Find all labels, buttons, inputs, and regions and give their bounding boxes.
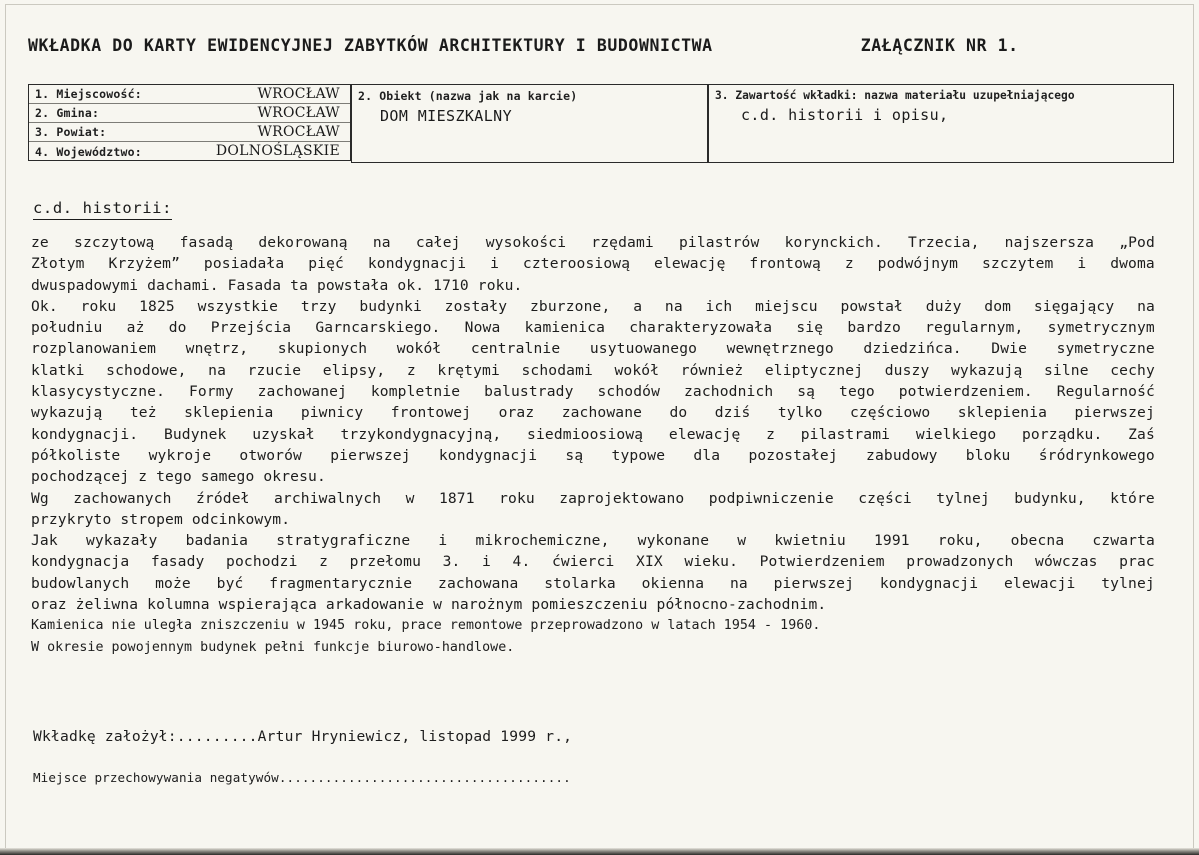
body-word: Regularność — [1056, 383, 1155, 401]
body-word: cechy — [1110, 361, 1155, 379]
body-word: wówczas — [1035, 553, 1098, 571]
body-word: elewację — [668, 425, 741, 443]
body-word: krętymi — [437, 361, 500, 379]
body-word: dwoma — [1110, 255, 1155, 273]
body-word: zachowanych — [73, 489, 172, 507]
body-word: potwierdzeniem. — [898, 383, 1033, 401]
body-word: pięć — [308, 255, 344, 273]
body-word: tylnej — [936, 489, 990, 507]
body-line — [31, 488, 1155, 509]
field-label-gmina: 2. Gmina: — [35, 106, 100, 120]
body-word: zburzone, — [529, 297, 611, 315]
body-word: 3. — [442, 553, 461, 571]
body-word: wykroje — [148, 446, 212, 464]
body-word: kondygnacji — [438, 446, 538, 464]
body-line: oraz żeliwna kolumna wspierająca arkadowanie w narożnym pomieszczeniu północno-zachodnim. — [31, 596, 827, 614]
body-word: kompletnie — [370, 383, 461, 401]
body-word: elewacji — [1003, 574, 1076, 592]
body-word: centralnie — [470, 340, 561, 358]
body-word: budowlanych — [31, 574, 130, 592]
body-word: tego — [839, 383, 875, 401]
body-word: podpiwniczenie — [708, 489, 834, 507]
body-word: roku — [80, 297, 117, 315]
body-line: W okresie powojennym budynek pełni funkcje biurowo-handlowe. — [31, 639, 515, 655]
body-word: być — [216, 574, 244, 592]
table-row — [29, 142, 350, 161]
body-word: pierwszej — [330, 446, 411, 464]
body-word: regularnym, — [925, 319, 1024, 337]
body-word: Nowa — [464, 319, 501, 337]
body-word: klasycystyczne. — [31, 383, 166, 401]
body-word: oraz — [498, 404, 535, 422]
body-line — [31, 551, 1155, 572]
body-word: pozostałej — [748, 446, 838, 464]
body-word: przełomu — [349, 553, 422, 571]
body-word: ich — [705, 297, 733, 315]
body-word: i — [438, 532, 448, 550]
body-word: Jak — [31, 532, 58, 550]
body-line: dwuspadowymi dachami. Fasada ta powstała ok. 1710 roku. — [31, 276, 523, 294]
body-word: półkoliste — [31, 446, 121, 464]
body-word: elipsy, — [322, 361, 386, 379]
body-line — [31, 296, 1155, 317]
body-word: wieku. — [684, 553, 739, 571]
body-word: roku, — [937, 532, 983, 550]
body-line — [31, 402, 1155, 423]
body-word: zachodnich — [683, 383, 774, 401]
body-word: szczytem — [981, 255, 1054, 273]
body-word: zachowanej — [257, 383, 347, 401]
body-word: duży — [925, 297, 962, 315]
body-word: najszersza — [1004, 234, 1095, 251]
body-word: czwarta — [1092, 532, 1155, 550]
body-word: zaprojektowano — [559, 489, 685, 507]
body-word: siedmioosiową — [527, 425, 644, 443]
body-word: balustrady — [484, 383, 574, 401]
body-word: się — [796, 319, 824, 337]
body-word: posiadała — [203, 255, 285, 273]
body-word: na — [664, 297, 683, 315]
body-word: zabudowy — [866, 446, 938, 464]
body-word: 1871 — [438, 489, 475, 507]
body-word: obecna — [1010, 532, 1065, 550]
body-word: 1825 — [139, 297, 175, 315]
identification-rows — [29, 85, 350, 160]
body-text — [31, 232, 1156, 658]
body-line: Kamienica nie uległa zniszczeniu w 1945 roku, prace remontowe przeprowadzono w latach 1954 - 1960. — [31, 618, 821, 634]
body-word: schodami — [521, 361, 593, 379]
body-line — [31, 232, 1155, 253]
body-word: Dwie — [991, 340, 1028, 358]
object-cell — [351, 84, 708, 163]
body-word: Ok. — [31, 297, 58, 315]
body-word: również — [680, 361, 744, 379]
body-line: przykryto stropem odcinkowym. — [31, 510, 291, 528]
body-word: wykazują — [950, 361, 1023, 379]
body-word: i — [482, 553, 491, 571]
document-title-row — [28, 36, 1174, 55]
body-word: korynckich. — [784, 234, 883, 251]
body-line — [31, 338, 1155, 359]
body-word: rzucie — [247, 361, 302, 379]
body-word: podwójnym — [877, 255, 959, 273]
field-label-powiat: 3. Powiat: — [35, 125, 107, 139]
body-word: XIX — [636, 553, 663, 571]
body-word: w — [405, 489, 415, 507]
body-word: z — [406, 361, 416, 379]
body-word: śródrynkowego — [1038, 446, 1155, 464]
body-word: tylnej — [1101, 574, 1155, 592]
body-word: wokół — [396, 340, 442, 358]
body-word: zachowana — [438, 574, 519, 592]
body-word: czteroosiową — [522, 255, 631, 273]
body-word: otworów — [239, 446, 302, 464]
body-word: południu — [31, 319, 103, 337]
body-line — [31, 360, 1155, 381]
body-word: pilastrami — [800, 425, 891, 443]
body-word: prac — [1119, 553, 1155, 571]
body-word: z — [319, 553, 329, 571]
body-word: uzyskał — [252, 425, 315, 443]
body-word: Garncarskiego. — [315, 319, 441, 337]
body-word: Wg — [31, 489, 49, 507]
body-word: rozplanowaniem — [31, 340, 157, 358]
body-word: dla — [693, 446, 721, 464]
body-word: kondygnacji — [879, 574, 979, 592]
body-word: sklepienia — [957, 404, 1048, 422]
body-word: źródeł — [195, 489, 250, 507]
body-word: Przejścia — [210, 319, 292, 337]
body-word: skupionych — [277, 340, 368, 358]
body-word: zostały — [444, 297, 508, 315]
body-word: „Pod — [1119, 234, 1155, 251]
body-word: do — [669, 404, 688, 422]
body-word: aż — [126, 319, 145, 337]
page-bottom-edge — [0, 848, 1199, 855]
body-word: wysokości — [485, 234, 567, 251]
footer-author-line: Wkładkę założył:.........Artur Hryniewicz, listopad 1999 r., — [33, 728, 573, 745]
body-word: archiwalnych — [273, 489, 382, 507]
body-word: Budynek — [163, 425, 227, 443]
body-word: budynki — [359, 297, 422, 315]
header-table — [28, 84, 1174, 163]
body-word: ćwierci — [551, 553, 615, 571]
body-word: wnętrz, — [185, 340, 249, 358]
body-word: wykazują — [31, 404, 103, 422]
body-line — [31, 253, 1155, 274]
body-word: trzy — [300, 297, 337, 315]
body-word: stolarka — [544, 574, 616, 592]
footer-negatives-line: Miejsce przechowywania negatywów...................................... — [33, 770, 571, 785]
body-word: budynku, — [1014, 489, 1086, 507]
body-word: ze — [31, 234, 49, 251]
body-word: kondygnacji. — [31, 425, 139, 443]
body-word: prowadzonych — [906, 553, 1014, 571]
content-label: 3. Zawartość wkładki: nazwa materiału uzupełniającego — [715, 89, 1075, 102]
body-word: pierwszej — [773, 574, 855, 592]
body-word: miejscu — [755, 297, 818, 315]
body-word: porządku. — [1021, 425, 1103, 443]
body-word: części — [858, 489, 912, 507]
body-word: dziś — [714, 404, 751, 422]
body-word: i — [1077, 255, 1087, 273]
field-label-miejscowosc: 1. Miejscowość: — [35, 87, 142, 101]
body-word: elewację — [654, 255, 726, 273]
content-cell — [708, 84, 1174, 163]
body-word: usytuowanego — [589, 340, 698, 358]
body-word: też — [129, 404, 157, 422]
body-word: wszystkie — [197, 297, 279, 315]
body-word: tylko — [777, 404, 823, 422]
document-title: WKŁADKA DO KARTY EWIDENCYJNEJ ZABYTKÓW ARCHITEKTURY I BUDOWNICTWA — [28, 36, 713, 55]
body-word: wokół — [614, 361, 660, 379]
body-word: wewnętrznego — [726, 340, 834, 358]
body-word: schodów — [597, 383, 661, 401]
body-word: mikrochemiczne, — [475, 532, 610, 550]
body-word: 4. — [512, 553, 531, 571]
field-value-miejscowosc: WROCŁAW — [257, 86, 340, 102]
body-word: eliptycznej — [764, 361, 864, 379]
field-value-powiat: WROCŁAW — [257, 124, 340, 140]
body-word: powstał — [840, 297, 903, 315]
body-word: piwnicy — [300, 404, 364, 422]
body-word: pierwszej — [1074, 404, 1155, 422]
body-word: fasadą — [179, 234, 234, 251]
body-word: częściowo — [849, 404, 931, 422]
body-word: symetrycznym — [1047, 319, 1155, 337]
body-word: dziedzińca. — [863, 340, 962, 358]
body-word: typowe — [611, 446, 666, 464]
body-word: wielkiego — [915, 425, 997, 443]
body-word: frontowej — [390, 404, 472, 422]
body-word: do — [168, 319, 187, 337]
object-value: DOM MIESZKALNY — [380, 107, 513, 125]
body-word: na — [372, 234, 391, 251]
body-word: Trzecia, — [908, 234, 980, 251]
table-row — [29, 85, 350, 104]
body-word: frontową — [749, 255, 821, 273]
body-word: Formy — [188, 383, 234, 401]
body-word: które — [1110, 489, 1155, 507]
body-word: bloku — [965, 446, 1011, 464]
body-word: okienna — [641, 574, 705, 592]
body-word: a — [633, 297, 643, 315]
content-value: c.d. historii i opisu, — [741, 106, 949, 124]
body-line — [31, 381, 1155, 402]
body-word: fragmentarycznie — [269, 574, 413, 592]
body-word: w — [737, 532, 747, 550]
body-word: szczytową — [74, 234, 155, 251]
body-word: Zaś — [1128, 425, 1155, 443]
field-value-gmina: WROCŁAW — [257, 105, 340, 121]
body-word: 1991 — [873, 532, 910, 550]
body-word: na — [208, 361, 227, 379]
body-word: kwietniu — [774, 532, 846, 550]
body-word: całej — [415, 234, 461, 251]
body-word: Krzyżem” — [108, 255, 181, 273]
body-word: rzędami — [591, 234, 654, 251]
body-word: z — [766, 425, 776, 443]
body-word: sięgający — [1033, 297, 1115, 315]
body-word: na — [1137, 297, 1155, 315]
annex-number: ZAŁĄCZNIK NR 1. — [860, 36, 1019, 55]
field-label-wojewodztwo: 4. Województwo: — [35, 144, 142, 159]
body-word: pilastrów — [679, 234, 760, 251]
body-line — [31, 317, 1155, 338]
body-word: sklepienia — [184, 404, 274, 422]
body-word: zachowane — [561, 404, 643, 422]
body-word: na — [729, 574, 748, 592]
body-word: bardzo — [847, 319, 901, 337]
body-word: może — [155, 574, 191, 592]
document-footer — [33, 728, 1033, 792]
footer-spacer — [33, 750, 1033, 770]
body-word: dekorowaną — [258, 234, 348, 251]
body-word: silne — [1043, 361, 1089, 379]
body-word: kamienica — [524, 319, 606, 337]
body-line: pochodzącej z tego samego okresu. — [31, 468, 326, 486]
body-word: trzykondygnacyjną, — [340, 425, 502, 443]
body-word: z — [844, 255, 854, 273]
body-word: fasady — [150, 553, 205, 571]
identification-cell — [28, 84, 351, 161]
body-word: badania — [185, 532, 249, 550]
body-word: charakteryzowała — [629, 319, 773, 337]
body-line — [31, 573, 1155, 594]
body-word: dom — [984, 297, 1012, 315]
body-word: są — [565, 446, 584, 464]
body-line — [31, 445, 1155, 466]
body-word: kondygnacja — [31, 553, 130, 571]
object-label: 2. Obiekt (nazwa jak na karcie) — [358, 89, 578, 103]
body-word: pochodzi — [226, 553, 298, 571]
section-heading: c.d. historii: — [33, 199, 172, 220]
body-word: roku — [499, 489, 535, 507]
table-row — [29, 104, 350, 123]
body-word: i — [490, 255, 500, 273]
body-word: klatki — [31, 361, 85, 379]
body-word: symetryczne — [1056, 340, 1155, 358]
body-word: kondygnacji — [367, 255, 467, 273]
body-word: są — [797, 383, 816, 401]
body-line — [31, 530, 1155, 551]
body-word: stratygraficzne — [276, 532, 411, 550]
body-line — [31, 424, 1155, 445]
table-row — [29, 123, 350, 142]
body-word: schodowe, — [106, 361, 187, 379]
body-word: wykazały — [85, 532, 158, 550]
body-word: wykonane — [637, 532, 710, 550]
field-value-wojewodztwo: DOLNOŚLĄSKIE — [215, 143, 340, 159]
body-word: Złotym — [31, 255, 85, 273]
body-word: Potwierdzeniem — [759, 553, 885, 571]
body-word: duszy — [884, 361, 930, 379]
